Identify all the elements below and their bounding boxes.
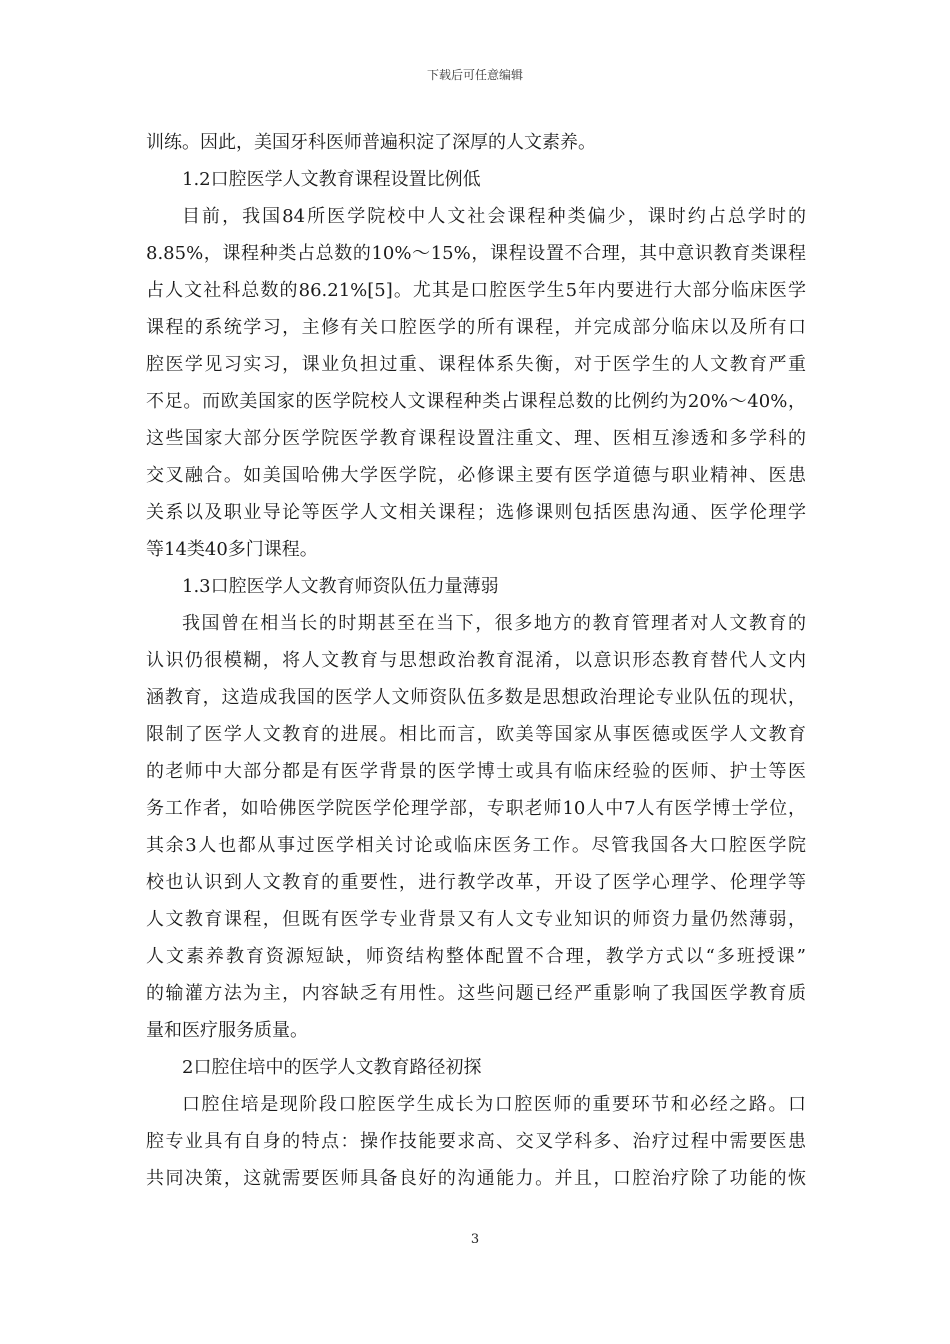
- section-heading: 1.3口腔医学人文教育师资队伍力量薄弱: [182, 576, 499, 597]
- text-line: 占人文社科总数的86.21%[5]。尤其是口腔医学生5年内要进行大部分临床医学: [146, 280, 806, 301]
- text-line: 目前，我国84所医学院校中人文社会课程种类偏少，课时约占总学时的: [182, 206, 806, 227]
- text-line: 量和医疗服务质量。: [146, 1020, 308, 1041]
- page-number: 3: [470, 1232, 480, 1247]
- text-line: 这些国家大部分医学院医学教育课程设置注重文、理、医相互渗透和多学科的: [146, 428, 806, 449]
- text-line: 训练。因此，美国牙科医师普遍积淀了深厚的人文素养。: [146, 132, 596, 153]
- text-line: 务工作者，如哈佛医学院医学伦理学部，专职老师10人中7人有医学博士学位，: [146, 798, 806, 819]
- text-line: 课程的系统学习，主修有关口腔医学的所有课程，并完成部分临床以及所有口: [146, 317, 806, 338]
- text-line: 不足。而欧美国家的医学院校人文课程种类占课程总数的比例约为20%～40%，: [146, 391, 806, 412]
- text-line: 人文教育课程，但既有医学专业背景又有人文专业知识的师资力量仍然薄弱，: [146, 909, 806, 930]
- text-line: 关系以及职业导论等医学人文相关课程；选修课则包括医患沟通、医学伦理学: [146, 502, 806, 523]
- document-body: [146, 124, 806, 1197]
- text-line: 我国曾在相当长的时期甚至在当下，很多地方的教育管理者对人文教育的: [182, 613, 806, 634]
- section-heading: 2口腔住培中的医学人文教育路径初探: [182, 1057, 482, 1078]
- text-line: 其余3人也都从事过医学相关讨论或临床医务工作。尽管我国各大口腔医学院: [146, 835, 806, 856]
- page-header: 下载后可任意编辑: [426, 68, 523, 82]
- text-line: 涵教育，这造成我国的医学人文师资队伍多数是思想政治理论专业队伍的现状，: [146, 687, 806, 708]
- text-line: 等14类40多门课程。: [146, 539, 318, 560]
- text-line: 的老师中大部分都是有医学背景的医学博士或具有临床经验的医师、护士等医: [146, 761, 806, 782]
- text-line: 的输灌方法为主，内容缺乏有用性。这些问题已经严重影响了我国医学教育质: [146, 983, 806, 1004]
- text-line: 腔医学见习实习，课业负担过重、课程体系失衡，对于医学生的人文教育严重: [146, 354, 806, 375]
- text-line: 腔专业具有自身的特点：操作技能要求高、交叉学科多、治疗过程中需要医患: [146, 1131, 806, 1152]
- text-line: 限制了医学人文教育的进展。相比而言，欧美等国家从事医德或医学人文教育: [146, 724, 806, 745]
- section-heading: 1.2口腔医学人文教育课程设置比例低: [182, 169, 481, 190]
- text-line: 交叉融合。如美国哈佛大学医学院，必修课主要有医学道德与职业精神、医患: [146, 465, 806, 486]
- text-line: 人文素养教育资源短缺，师资结构整体配置不合理，教学方式以“多班授课”: [146, 946, 806, 967]
- text-line: 共同决策，这就需要医师具备良好的沟通能力。并且，口腔治疗除了功能的恢: [146, 1168, 806, 1189]
- text-line: 8.85%，课程种类占总数的10%～15%，课程设置不合理，其中意识教育类课程: [146, 243, 806, 264]
- text-line: 校也认识到人文教育的重要性，进行教学改革，开设了医学心理学、伦理学等: [146, 872, 806, 893]
- text-line: 口腔住培是现阶段口腔医学生成长为口腔医师的重要环节和必经之路。口: [182, 1094, 806, 1115]
- text-line: 认识仍很模糊，将人文教育与思想政治教育混淆，以意识形态教育替代人文内: [146, 650, 806, 671]
